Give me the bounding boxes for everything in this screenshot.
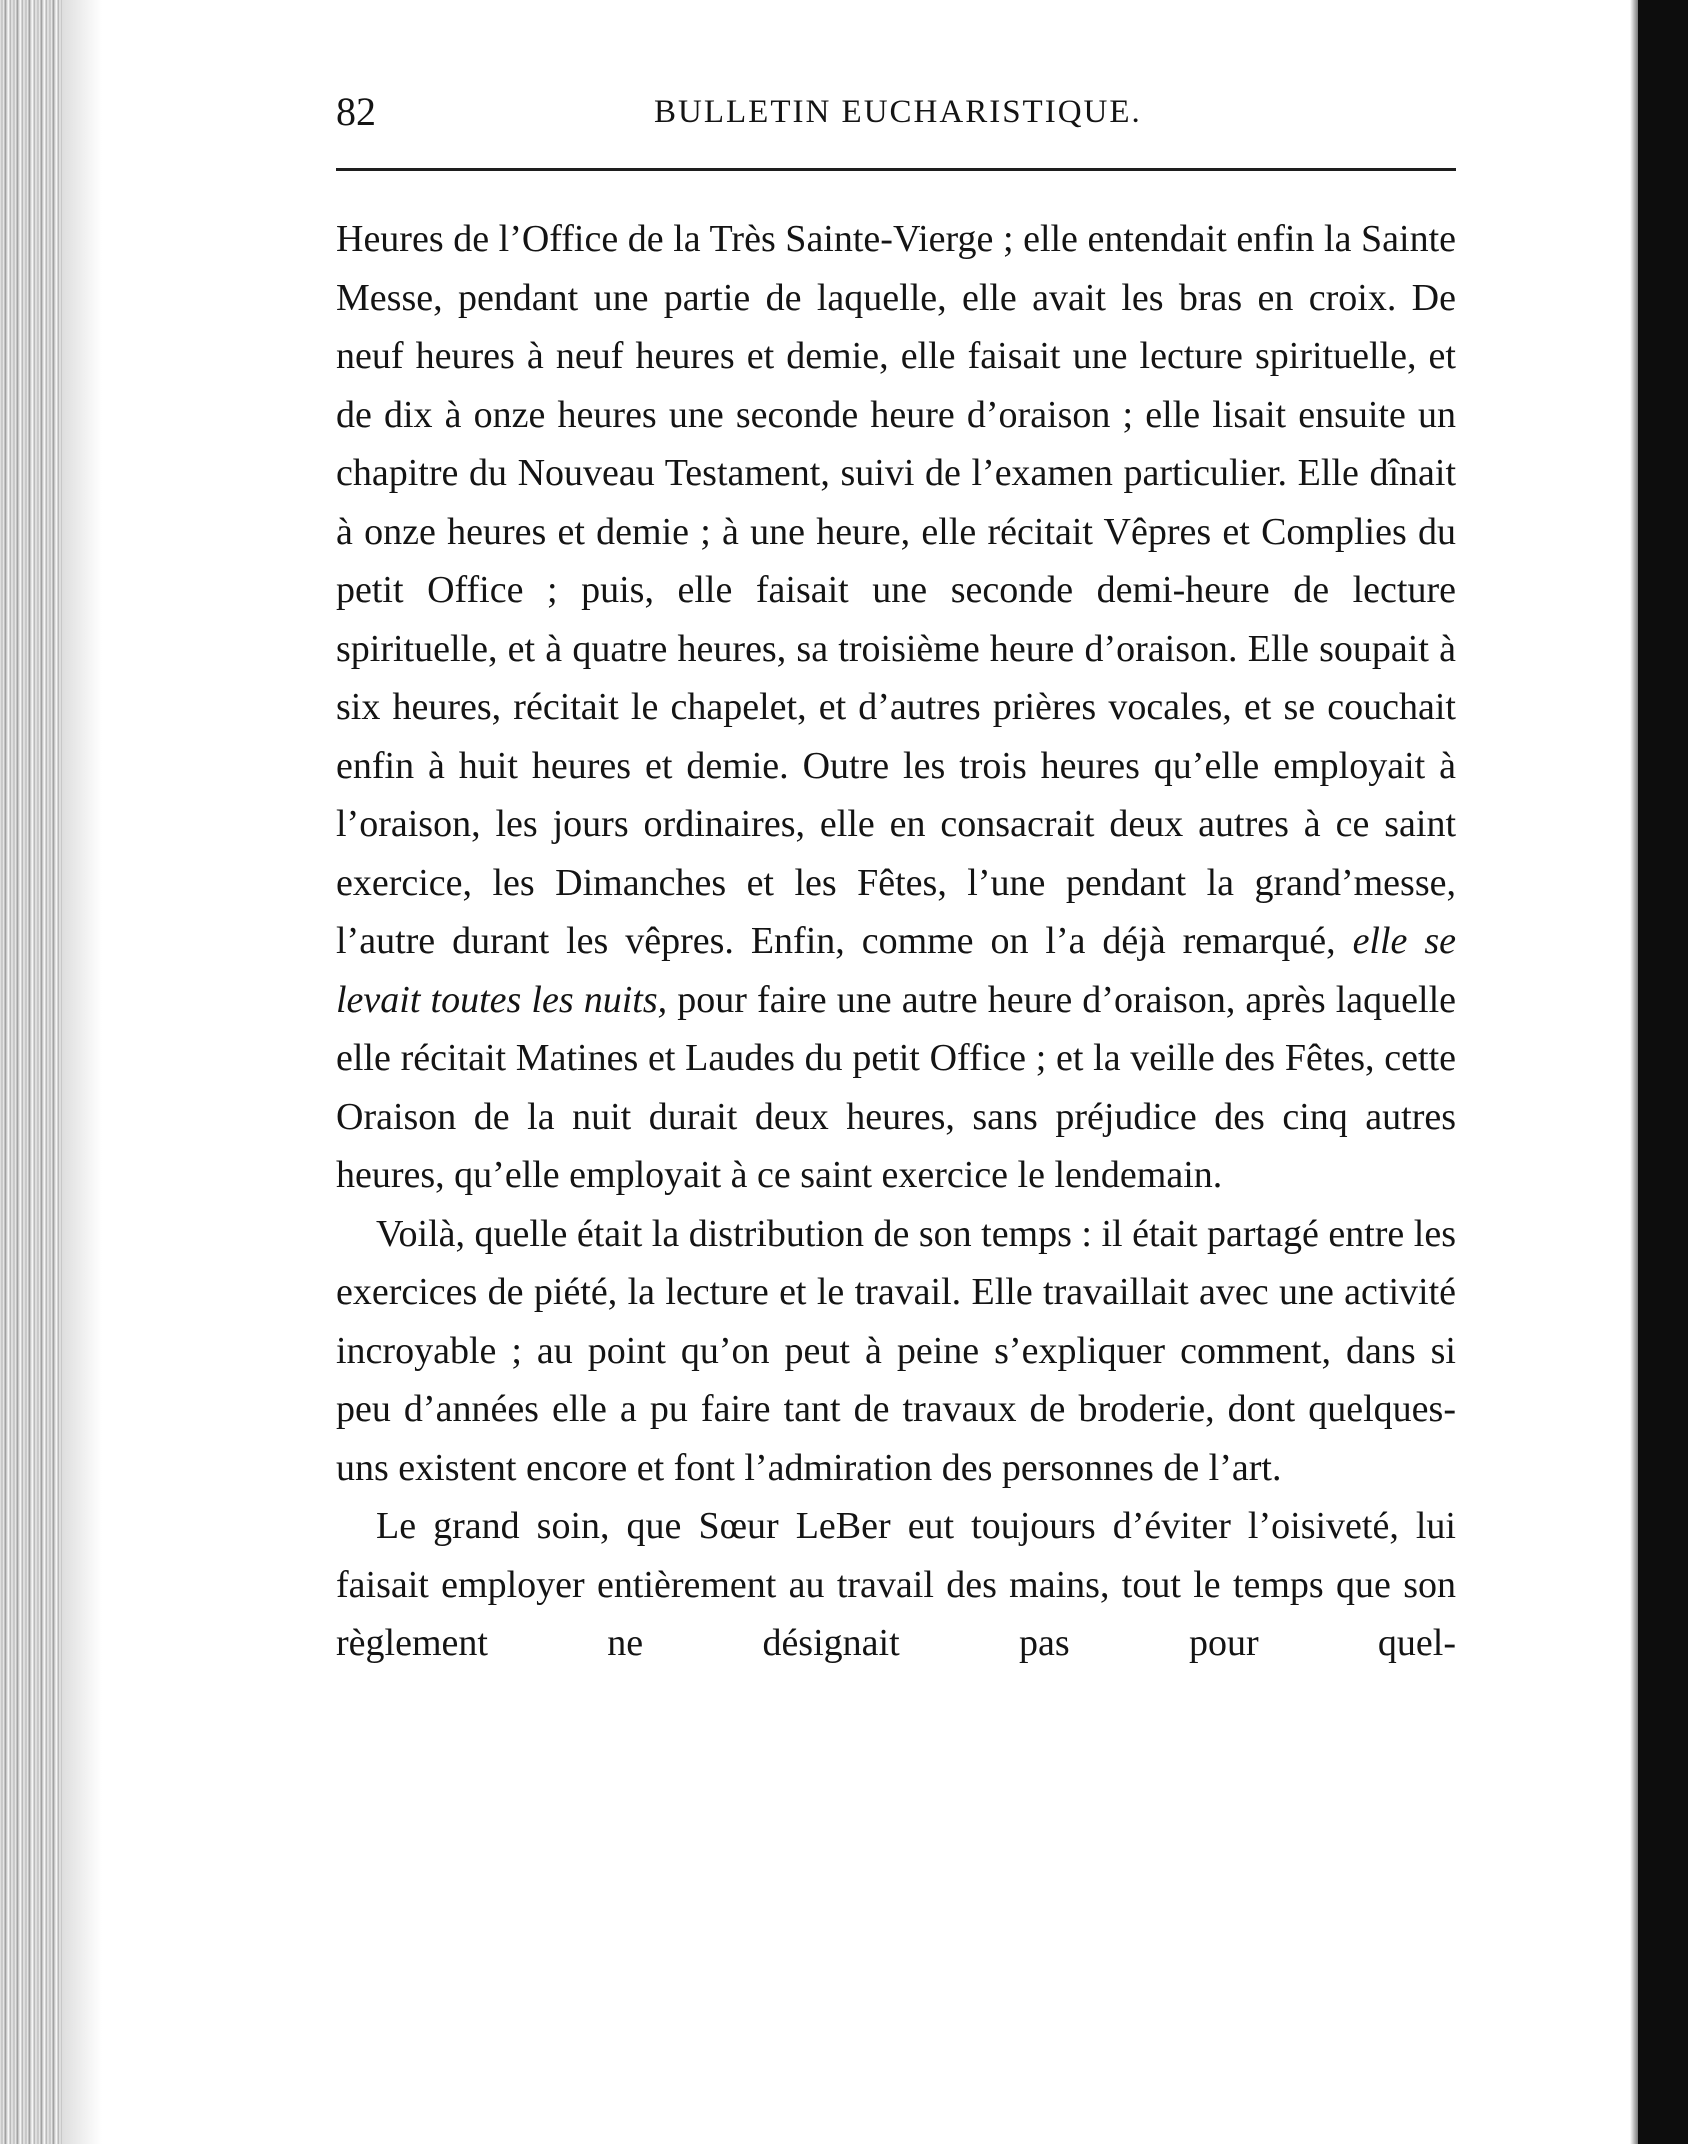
body-text <box>336 210 1456 1673</box>
header-rule <box>336 168 1456 171</box>
scan-gutter-shadow <box>62 0 102 2144</box>
page-number: 82 <box>336 89 376 134</box>
paragraph-1 <box>336 210 1456 1205</box>
paragraph-1-text-a: Heures de l’Office de la Très Sainte-Vierge ; elle entendait enfin la Sainte Messe, pendant une partie de laquelle, elle avait les bras en croix. De neuf heures à neuf heures et demie, elle faisait une lecture spirituelle, et de dix à onze heures une seconde heure d’oraison ; elle lisait ensuite un chapitre du Nouveau Testament, suivi de l’examen particulier. Elle dînait à onze heures et demie ; à une heure, elle récitait Vêpres et Complies du petit Office ; puis, elle faisait une seconde demi-heure de lecture spirituelle, et à quatre heures, sa troisième heure d’oraison. Elle soupait à six heures, récitait le chapelet, et d’autres prières vocales, et se couchait enfin à huit heures et demie. Outre les trois heures qu’elle employait à l’oraison, les jours ordinaires, elle en consacrait deux autres à ce saint exercice, les Dimanches et les Fêtes, l’une pendant la grand’messe, l’autre durant les vêpres. Enfin, comme on l’a déjà remarqué, <box>336 218 1456 962</box>
scan-page-edge-right <box>1638 0 1688 2144</box>
running-head <box>336 82 1456 142</box>
paragraph-1-text-b: pour faire une autre heure d’oraison, après laquelle elle récitait Matines et Laudes du petit Office ; et la veille des Fêtes, cette Oraison de la nuit durait deux heures, sans préjudice des cinq autres heures, qu’elle employait à ce saint exercice le lendemain. <box>336 978 1456 1196</box>
scan-edge-shadow-right <box>1630 0 1638 2144</box>
running-title: BULLETIN EUCHARISTIQUE. <box>654 94 1142 130</box>
paragraph-3: Le grand soin, que Sœur LeBer eut toujours d’éviter l’oisiveté, lui faisait employer entièrement au travail des mains, tout le temps que son règlement ne désignait pas pour quel- <box>336 1505 1456 1664</box>
paragraph-2: Voilà, quelle était la distribution de son temps : il était partagé entre les exercices de piété, la lecture et le travail. Elle travaillait avec une activité incroyable ; au point qu’on peut à peine s’expliquer comment, dans si peu d’années elle a pu faire tant de travaux de broderie, dont quelques-uns existent encore et font l’admiration des personnes de l’art. <box>336 1212 1456 1489</box>
scan-page-edge-left <box>0 0 62 2144</box>
paragraph-1-italic-phrase: elle se levait toutes les nuits, <box>336 920 1456 1021</box>
